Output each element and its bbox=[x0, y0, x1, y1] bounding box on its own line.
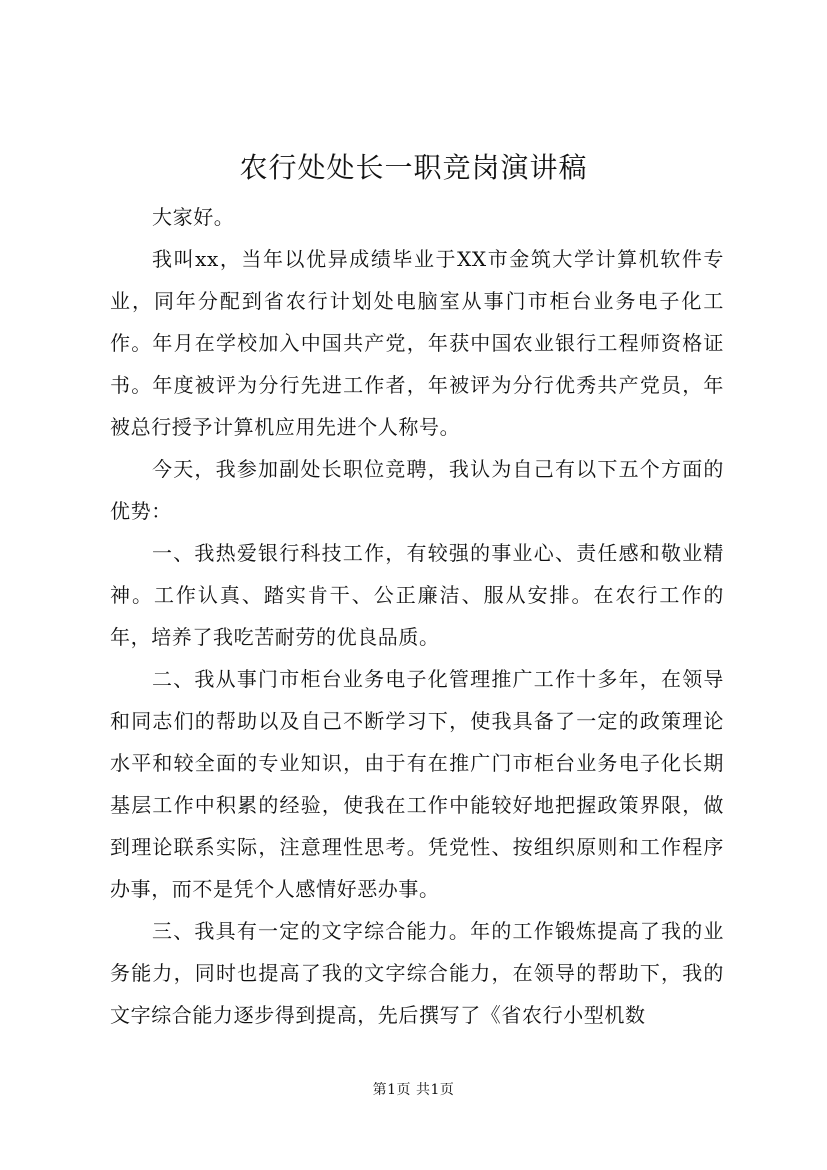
paragraph-advantages-intro: 今天，我参加副处长职位竞聘，我认为自己有以下五个方面的优势： bbox=[110, 457, 724, 523]
paragraph-greeting: 大家好。 bbox=[152, 205, 235, 229]
paragraph-advantage-three: 三、我具有一定的文字综合能力。年的工作锻炼提高了我的业务能力，同时也提高了我的文字综合能力，在领导的帮助下，我的文字综合能力逐步得到提高，先后撰写了《省农行小型机数 bbox=[110, 919, 724, 1027]
paragraph-introduction: 我叫xx，当年以优异成绩毕业于XX市金筑大学计算机软件专业，同年分配到省农行计划处电脑室从事门市柜台业务电子化工作。年月在学校加入中国共产党，年获中国农业银行工程师资格证书。年度被评为分行先进工作者，年被评为分行优秀共产党员，年被总行授予计算机应用先进个人称号。 bbox=[110, 247, 724, 439]
page-footer: 第1页 共1页 bbox=[372, 1082, 455, 1098]
paragraph-advantage-one: 一、我热爱银行科技工作，有较强的事业心、责任感和敬业精神。工作认真、踏实肯干、公正廉洁、服从安排。在农行工作的年，培养了我吃苦耐劳的优良品质。 bbox=[110, 541, 724, 649]
document-title: 农行处处长一职竞岗演讲稿 bbox=[239, 151, 588, 184]
paragraph-advantage-two: 二、我从事门市柜台业务电子化管理推广工作十多年，在领导和同志们的帮助以及自己不断学习下，使我具备了一定的政策理论水平和较全面的专业知识，由于有在推广门市柜台业务电子化长期基层工作中积累的经验，使我在工作中能较好地把握政策界限，做到理论联系实际，注意理性思考。凭党性、按组织原则和工作程序办事，而不是凭个人感情好恶办事。 bbox=[110, 667, 724, 901]
document-body bbox=[110, 196, 724, 1036]
